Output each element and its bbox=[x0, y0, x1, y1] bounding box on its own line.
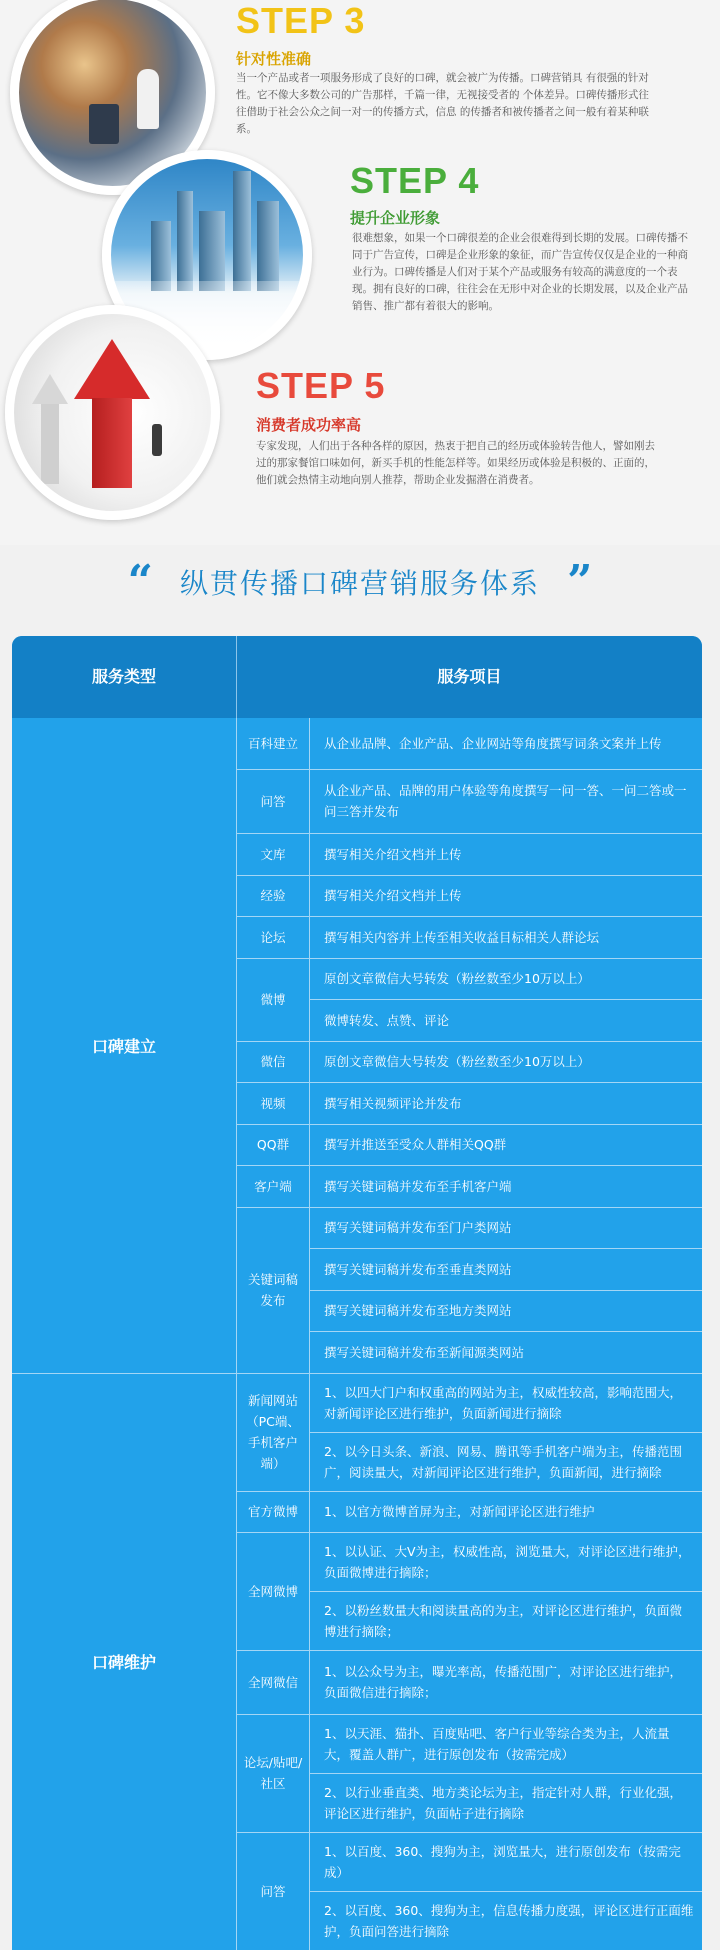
column-divider bbox=[236, 718, 237, 1950]
table-row: 从企业产品、品牌的用户体验等角度撰写一问一答、一问二答或一问三答并发布 bbox=[324, 783, 687, 819]
row-divider bbox=[310, 769, 702, 770]
subtype-cell: 经验 bbox=[260, 888, 286, 903]
table-row: 原创文章微信大号转发（粉丝数至少10万以上） bbox=[324, 971, 590, 986]
row-divider bbox=[310, 1832, 702, 1833]
row-divider bbox=[310, 1591, 702, 1592]
step5-arrows-photo bbox=[5, 305, 220, 520]
column-divider bbox=[309, 718, 310, 1950]
table-row: 1、以四大门户和权重高的网站为主，权威性较高，影响范围大，对新闻评论区进行维护，负面新闻进行摘除 bbox=[324, 1384, 682, 1421]
subtype-cell: 客户端 bbox=[254, 1178, 292, 1194]
step5-subtitle: 消费者成功率高 bbox=[256, 416, 362, 434]
subtype-cell: 微博 bbox=[260, 992, 286, 1007]
table-row: 撰写相关内容并上传至相关收益目标相关人群论坛 bbox=[324, 929, 600, 945]
step3-text: 当一个产品或者一项服务形成了良好的口碑，就会被广为传播。口碑营销具 有很强的针对性。它不像大多数公司的广告那样，千篇一律，无视接受者的 个体差异。口碑传播形式往往借助于社会公众之间一对一的传播方式，信息 的传播者和被传播者之间一般有着某种联系。 bbox=[236, 72, 649, 135]
table-row: 撰写相关视频评论并发布 bbox=[324, 1095, 462, 1111]
table-body bbox=[12, 718, 702, 1950]
table-row: 从企业品牌、企业产品、企业网站等角度撰写词条文案并上传 bbox=[324, 736, 662, 751]
subtype-cell: 文库 bbox=[260, 846, 286, 862]
row-divider bbox=[310, 1165, 702, 1166]
subtype-cell: 百科建立 bbox=[247, 736, 298, 751]
woman-figure bbox=[137, 69, 159, 129]
table-row: 原创文章微信大号转发（粉丝数至少10万以上） bbox=[324, 1054, 590, 1069]
table-header bbox=[12, 636, 702, 718]
step3-subtitle: 针对性准确 bbox=[236, 50, 312, 68]
subtype-cell: 问答 bbox=[260, 793, 286, 809]
row-divider bbox=[310, 958, 702, 959]
row-divider bbox=[310, 1714, 702, 1715]
table-row: 撰写关键词稿并发布至新闻源类网站 bbox=[324, 1344, 525, 1360]
steps-section bbox=[0, 0, 720, 545]
grey-arrow-body bbox=[41, 404, 59, 484]
table-row: 2、以今日头条、新浪、网易、腾讯等手机客户端为主，传播范围广，阅读量大，对新闻评论区进行维护，负面新闻，进行摘除 bbox=[324, 1443, 682, 1480]
row-divider bbox=[310, 916, 702, 917]
table-row: 微博转发、点赞、评论 bbox=[324, 1012, 450, 1028]
building-icon bbox=[177, 191, 193, 291]
red-arrow-icon bbox=[74, 339, 150, 399]
table-row: 1、以官方微博首屏为主，对新闻评论区进行维护 bbox=[324, 1504, 595, 1519]
table-row: 撰写相关介绍文档并上传 bbox=[324, 846, 462, 862]
subtype-cell: 论坛/贴吧/社区 bbox=[243, 1755, 303, 1791]
row-divider bbox=[310, 1124, 702, 1125]
row-divider bbox=[310, 1432, 702, 1433]
step5-text: 专家发现，人们出于各种各样的原因，热衷于把自己的经历或体验转告他人，譬如刚去过的那家餐馆口味如何，新买手机的性能怎样等。如果经历或体验是积极的、正面的，他们就会热情主动地向别人推荐，帮助企业发掘潜在消费者。 bbox=[256, 440, 655, 486]
category-cell: 口碑建立 bbox=[91, 1037, 156, 1056]
section-heading bbox=[0, 556, 720, 607]
section-title: 纵贯传播口碑营销服务体系 bbox=[179, 567, 540, 600]
table-row: 1、以百度、360、搜狗为主，浏览量大，进行原创发布（按需完成） bbox=[324, 1843, 681, 1880]
man-figure bbox=[89, 104, 119, 144]
table-row: 2、以行业垂直类、地方类论坛为主，指定针对人群，行业化强，评论区进行维护，负面帖子进行摘除 bbox=[324, 1784, 682, 1821]
header-service-items: 服务项目 bbox=[437, 667, 502, 686]
row-divider bbox=[310, 1207, 702, 1208]
row-divider bbox=[310, 1532, 702, 1533]
row-divider bbox=[310, 1331, 702, 1332]
step4-text: 很难想象，如果一个口碑很差的企业会很难得到长期的发展。口碑传播不同于广告宣传，口碑是企业形象的象征，而广告宣传仅仅是企业的一种商业行为。口碑传播是人们对于某个产品或服务有较高的满意度的一个表现。拥有良好的口碑，往往会在无形中对企业的长期发展，以及企业产品销售、推广都有着很大的影响。 bbox=[352, 232, 688, 312]
table-row: 1、以天涯、猫扑、百度贴吧、客户行业等综合类为主，人流量大，覆盖人群广，进行原创发布（按需完成） bbox=[324, 1725, 670, 1762]
step4-title: STEP 4 bbox=[350, 160, 480, 201]
subtype-cell: QQ群 bbox=[256, 1137, 290, 1152]
step3-title: STEP 3 bbox=[236, 0, 366, 41]
subtype-cell: 新闻网站（PC端、手机客户端） bbox=[246, 1393, 300, 1471]
building-icon bbox=[257, 201, 279, 291]
row-divider bbox=[310, 1491, 702, 1492]
open-quote-icon: “ bbox=[127, 556, 153, 607]
subtype-cell: 论坛 bbox=[260, 929, 286, 945]
step4-subtitle: 提升企业形象 bbox=[350, 209, 441, 227]
table-row: 2、以粉丝数量大和阅读量高的为主，对评论区进行维护，负面微博进行摘除； bbox=[324, 1602, 682, 1639]
row-divider bbox=[310, 999, 702, 1000]
subtype-cell: 问答 bbox=[260, 1883, 286, 1899]
subtype-cell: 微信 bbox=[260, 1054, 286, 1069]
row-divider bbox=[310, 1290, 702, 1291]
table-row: 2、以百度、360、搜狗为主，信息传播力度强，评论区进行正面维护，负面问答进行摘除 bbox=[324, 1902, 694, 1939]
category-cell: 口碑维护 bbox=[91, 1653, 156, 1672]
table-row: 撰写并推送至受众人群相关QQ群 bbox=[324, 1137, 507, 1152]
subtype-cell: 全网微信 bbox=[247, 1674, 298, 1690]
grey-arrow-icon bbox=[32, 374, 68, 404]
row-divider bbox=[310, 1373, 702, 1374]
person-figure bbox=[152, 424, 162, 456]
red-arrow-body bbox=[92, 398, 132, 488]
row-divider bbox=[310, 1891, 702, 1892]
table-row: 1、以公众号为主，曝光率高，传播范围广，对评论区进行维护，负面微信进行摘除； bbox=[324, 1664, 682, 1700]
table-row: 撰写关键词稿并发布至手机客户端 bbox=[324, 1178, 512, 1194]
table-row: 1、以认证、大V为主，权威性高，浏览量大，对评论区进行维护，负面微博进行摘除； bbox=[324, 1543, 691, 1580]
building-icon bbox=[199, 211, 225, 291]
row-divider bbox=[310, 875, 702, 876]
row-divider bbox=[310, 1650, 702, 1651]
subtype-cell: 全网微博 bbox=[247, 1583, 298, 1599]
subtype-cell: 视频 bbox=[260, 1095, 286, 1111]
row-divider bbox=[310, 1248, 702, 1249]
table-row: 撰写关键词稿并发布至门户类网站 bbox=[324, 1220, 512, 1235]
table-row: 撰写关键词稿并发布至垂直类网站 bbox=[324, 1261, 512, 1277]
subtype-cell: 官方微博 bbox=[247, 1504, 298, 1519]
row-divider bbox=[310, 1773, 702, 1774]
building-icon bbox=[233, 171, 251, 291]
row-divider bbox=[310, 1041, 702, 1042]
subtype-cell: 关键词稿发布 bbox=[247, 1272, 298, 1308]
table-row: 撰写相关介绍文档并上传 bbox=[324, 888, 462, 903]
row-divider bbox=[310, 833, 702, 834]
row-divider bbox=[310, 1082, 702, 1083]
step5-title: STEP 5 bbox=[256, 365, 386, 406]
close-quote-icon: ” bbox=[567, 556, 593, 607]
table-row: 撰写关键词稿并发布至地方类网站 bbox=[324, 1303, 512, 1318]
service-table bbox=[12, 636, 702, 1950]
header-service-type: 服务类型 bbox=[91, 667, 156, 686]
